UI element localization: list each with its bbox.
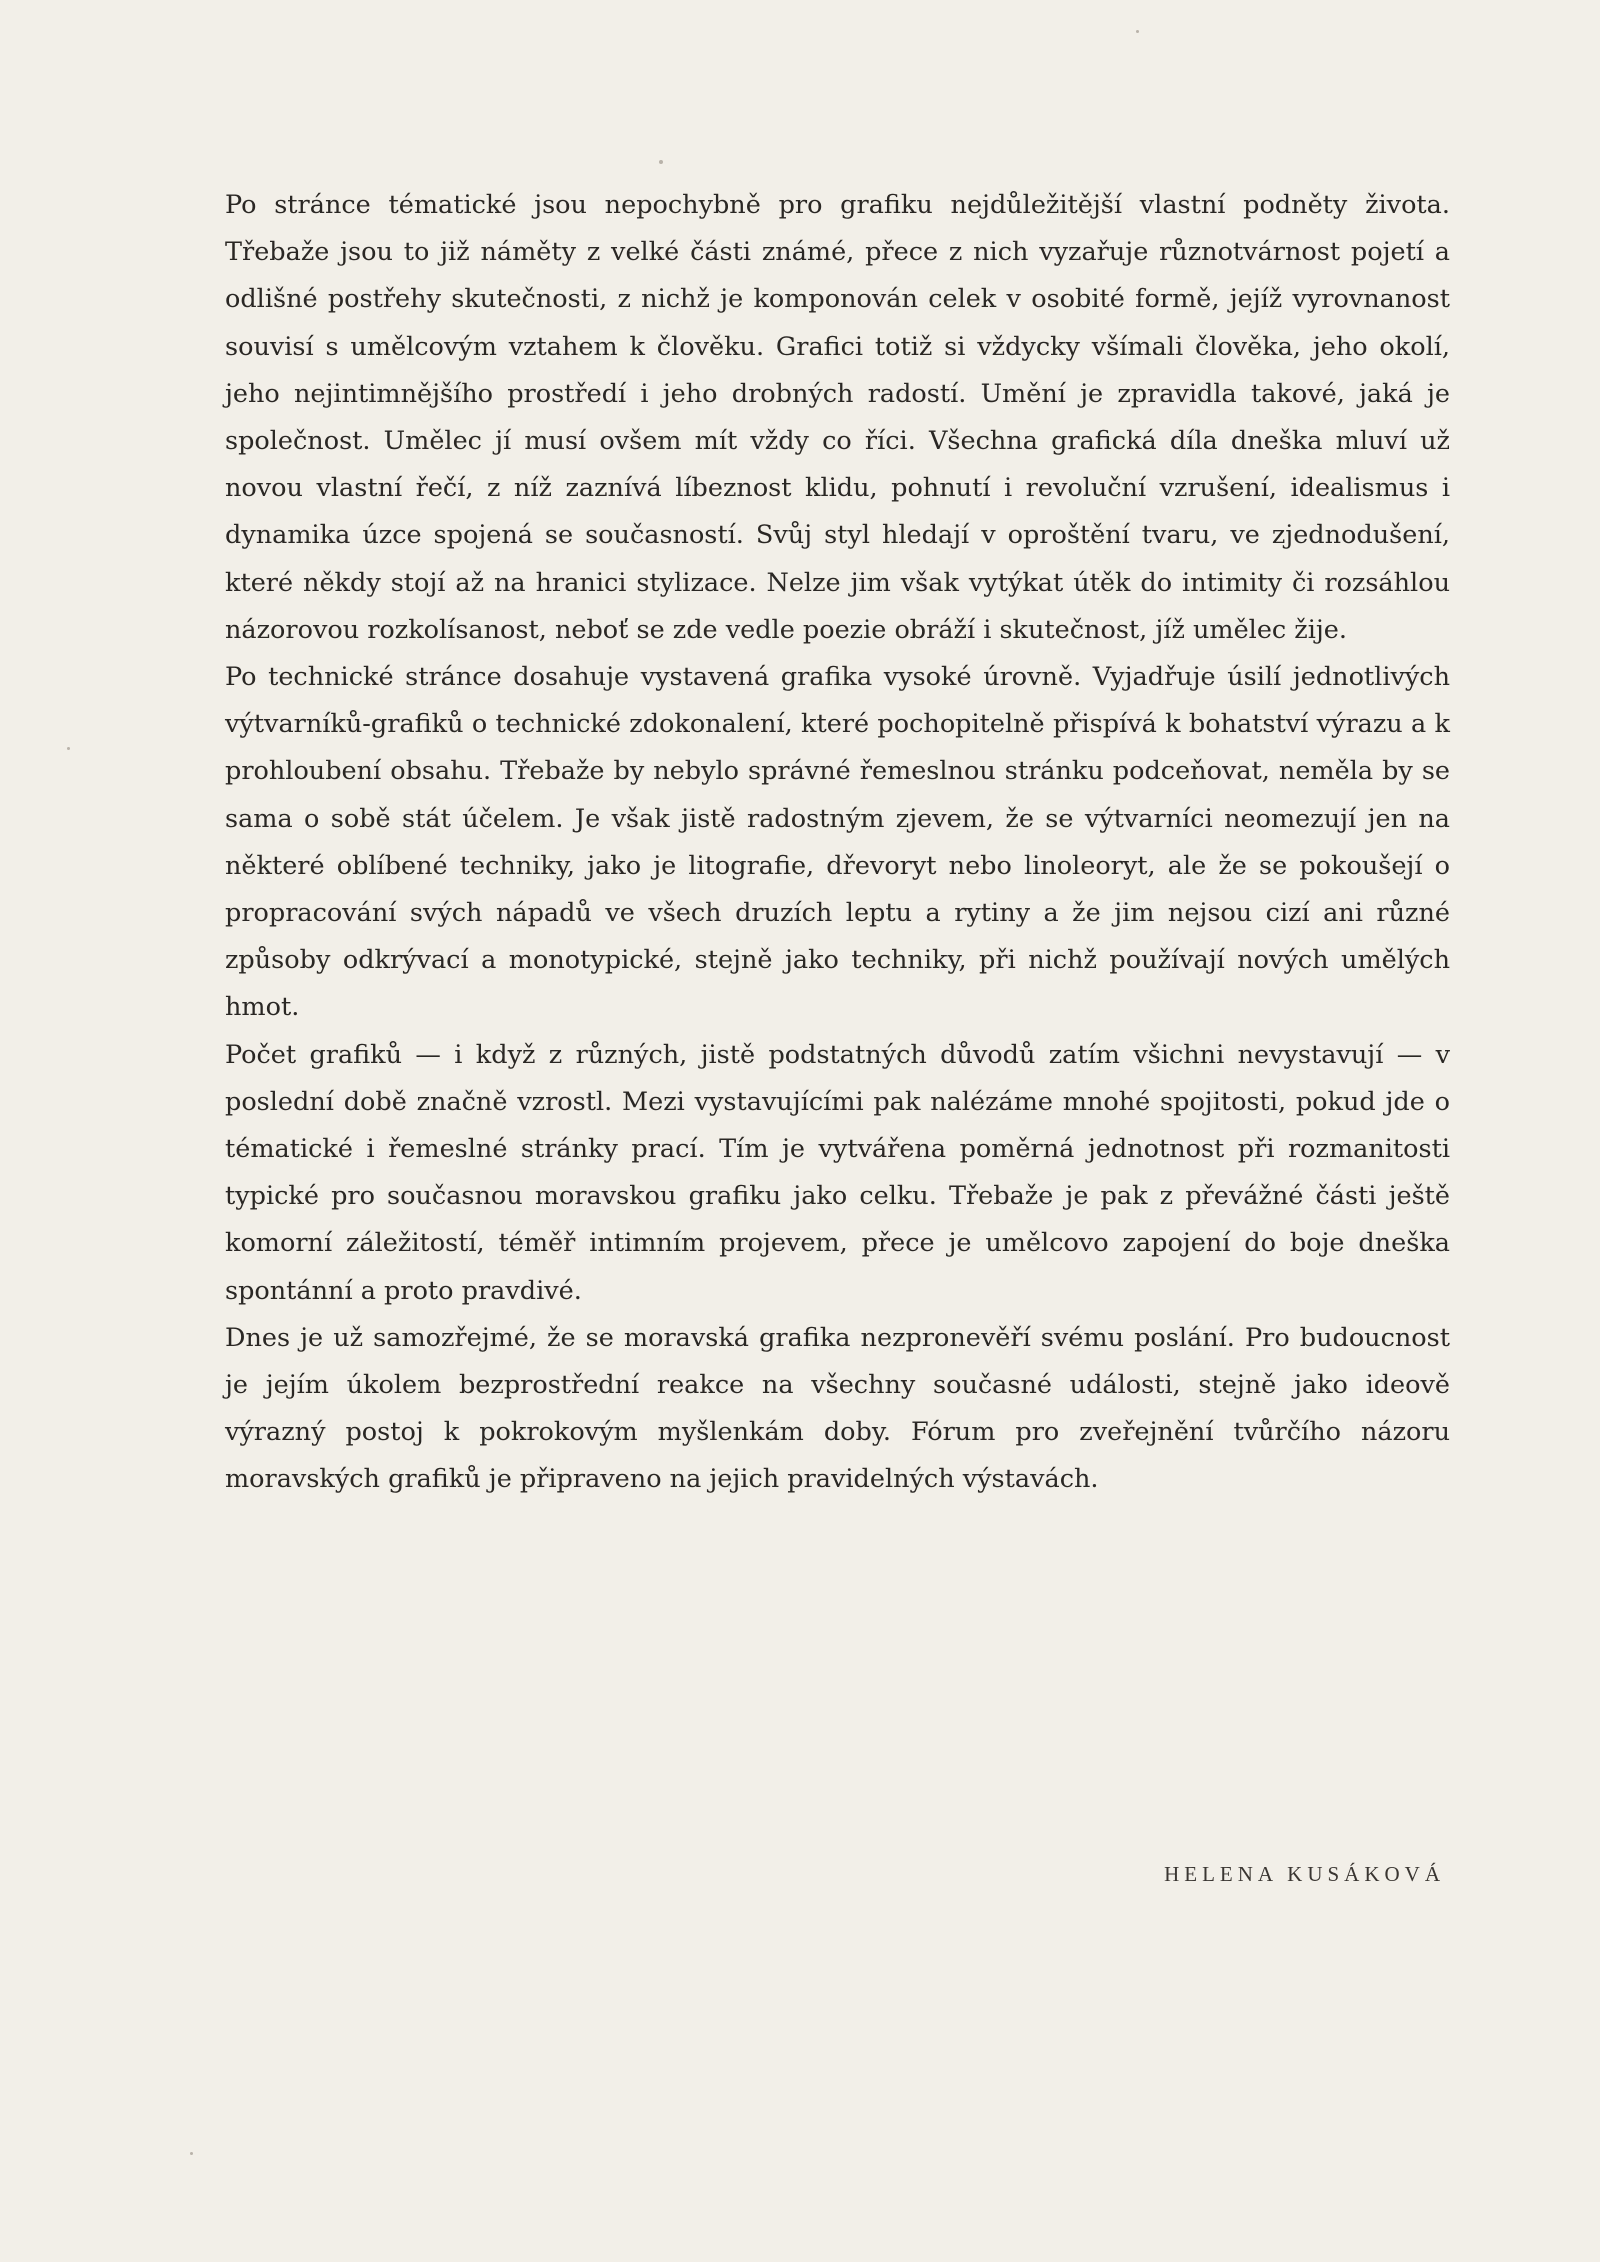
paper-speck bbox=[659, 160, 663, 164]
author-signature: HELENA KUSÁKOVÁ bbox=[1164, 1862, 1445, 1886]
paragraph-themes: Po stránce tématické jsou nepochybně pro grafiku nejdůležitější vlastní podněty života. Třebaže jsou to již náměty z velké části známé, přece z nich vyzařuje různotvárnost pojetí a odlišné postřehy skutečnosti, z nichž je komponován celek v osobité formě, jejíž vyrovnanost souvisí s umělcovým vztahem k člověku. Grafici totiž si vždycky všímali člověka, jeho okolí, jeho nejintimnějšího prostředí i jeho drobných radostí. Umění je zpravidla takové, jaká je společnost. Umělec jí musí ovšem mít vždy co říci. Všechna grafická díla dneška mluví už novou vlastní řečí, z níž zaznívá líbeznost klidu, pohnutí i revoluční vzrušení, idealismus i dynamika úzce spojená se současností. Svůj styl hledají v oproštění tvaru, ve zjednodušení, které někdy stojí až na hranici stylizace. Nelze jim však vytýkat útěk do intimity či rozsáhlou názorovou rozkolísanost, neboť se zde vedle poezie obráží i skutečnost, jíž umělec žije. bbox=[225, 190, 1450, 645]
article-body bbox=[225, 182, 1450, 1504]
paragraph-technique: Po technické stránce dosahuje vystavená grafika vysoké úrovně. Vyjadřuje úsilí jednotlivých výtvarníků-grafiků o technické zdokonalení, které pochopitelně přispívá k bohatství výrazu a k prohloubení obsahu. Třebaže by nebylo správné řemeslnou stránku podceňovat, neměla by se sama o sobě stát účelem. Je však jistě radostným zjevem, že se výtvarníci neomezují jen na některé oblíbené techniky, jako je litografie, dřevoryt nebo linoleoryt, ale že se pokoušejí o propracování svých nápadů ve všech druzích leptu a rytiny a že jim nejsou cizí ani různé způsoby odkrývací a monotypické, stejně jako techniky, při nichž používají nových umělých hmot. bbox=[225, 662, 1450, 1023]
paper-speck bbox=[190, 2152, 193, 2155]
paper-speck bbox=[1136, 30, 1139, 33]
paragraph-graphic-artists: Počet grafiků — i když z různých, jistě podstatných důvodů zatím všichni nevystavují — v poslední době značně vzrostl. Mezi vystavujícími pak nalézáme mnohé spojitosti, pokud jde o tématické i řemeslné stránky prací. Tím je vytvářena poměrná jednotnost při rozmanitosti typické pro současnou moravskou grafiku jako celku. Třebaže je pak z převážné části ještě komorní záležitostí, téměř intimním projevem, přece je umělcovo zapojení do boje dneška spontánní a proto pravdivé. bbox=[225, 1039, 1450, 1306]
paragraph-future: Dnes je už samozřejmé, že se moravská grafika nezpronevěří svému poslání. Pro budoucnost je jejím úkolem bezprostřední reakce na všechny současné události, stejně jako ideově výrazný postoj k pokrokovým myšlenkám doby. Fórum pro zveřejnění tvůrčího názoru moravských grafiků je připraveno na jejich pravidelných výstavách. bbox=[225, 1322, 1450, 1495]
paper-speck bbox=[67, 747, 70, 750]
